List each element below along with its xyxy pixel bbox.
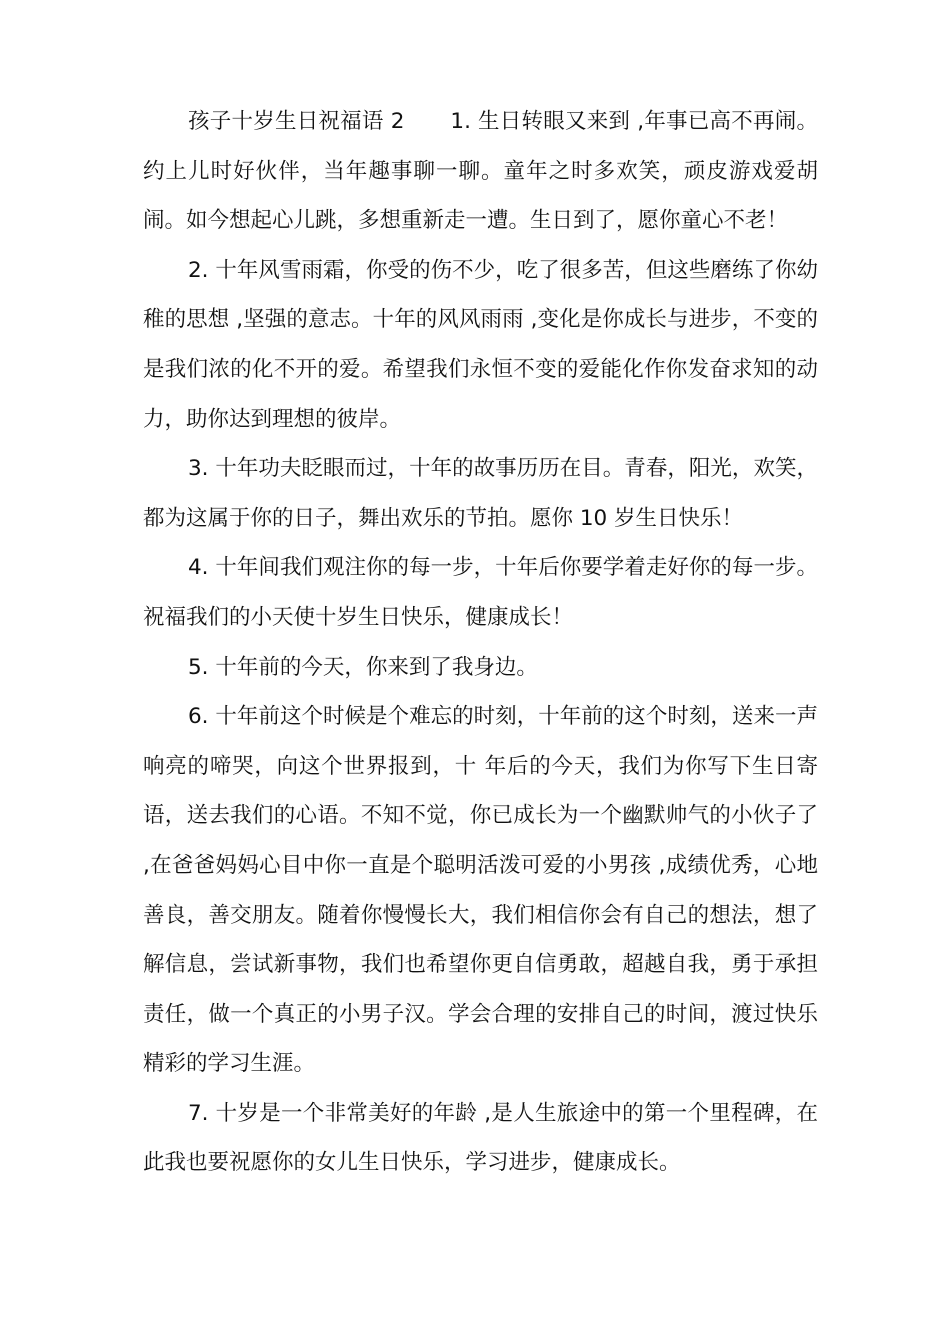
wish-3: 3. 十年功夫眨眼而过，十年的故事历历在目。青春，阳光，欢笑，都为这属于你的日子，舞出欢乐的节拍。愿你 10 岁生日快乐！ [143, 456, 818, 531]
wish-2: 2. 十年风雪雨霜，你受的伤不少，吃了很多苦，但这些磨练了你幼稚的思想 ,坚强的意志。十年的风风雨雨 ,变化是你成长与进步，不变的是我们浓的化不开的爱。希望我们永恒不变的爱能化作你发奋求知的动力，助你达到理想的彼岸。 [143, 257, 818, 432]
wish-1: 1. 生日转眼又来到 ,年事已高不再闹。约上儿时好伙伴，当年趣事聊一聊。童年之时多欢笑，顽皮游戏爱胡闹。如今想起心儿跳，多想重新走一遭。生日到了，愿你童心不老！ [143, 109, 818, 234]
wish-4: 4. 十年间我们观注你的每一步，十年后你要学着走好你的每一步。祝福我们的小天使十岁生日快乐，健康成长！ [143, 555, 818, 630]
document-body [143, 97, 818, 1188]
wish-7: 7. 十岁是一个非常美好的年龄 ,是人生旅途中的第一个里程碑，在此我也要祝愿你的女儿生日快乐，学习进步，健康成长。 [143, 1100, 818, 1176]
wish-6: 6. 十年前这个时候是个难忘的时刻，十年前的这个时刻，送来一声响亮的啼哭，向这个世界报到，十 年后的今天，我们为你写下生日寄语，送去我们的心语。不知不觉，你已成长为一个幽默帅气的小伙子了 ,在爸爸妈妈心目中你一直是个聪明活泼可爱的小男孩 ,成绩优秀，心地善良，善交朋友。随着你慢慢长大，我们相信你会有自己的想法，想了解信息，尝试新事物，我们也希望你更自信勇敢，超越自我，勇于承担责任，做一个真正的小男子汉。学会合理的安排自己的时间，渡过快乐精彩的学习生涯。 [143, 704, 818, 1077]
wish-5: 5. 十年前的今天，你来到了我身边。 [188, 654, 538, 680]
paragraph-1 [143, 97, 818, 246]
document-title: 孩子十岁生日祝福语 2 [188, 109, 405, 134]
